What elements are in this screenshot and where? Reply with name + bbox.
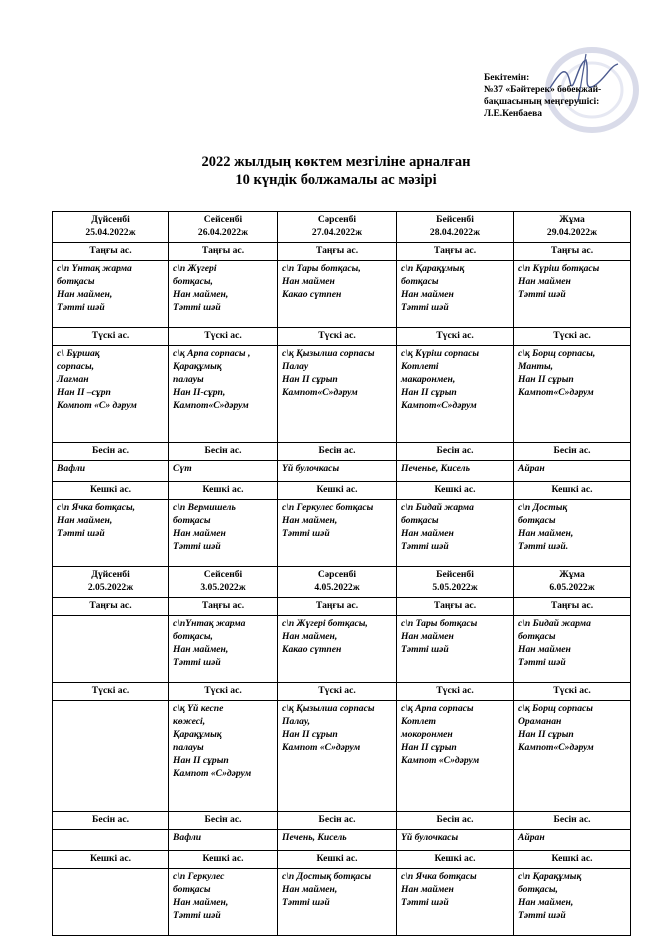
dish-line: Кампот«С»дәрум — [518, 387, 594, 398]
dish-line: Нан маймен, — [518, 897, 574, 908]
dish-cell — [278, 869, 397, 936]
day-header — [169, 212, 278, 243]
meal-label: Түскі ас. — [278, 328, 397, 346]
day-name: Сәрсенбі — [317, 214, 357, 225]
day-name: Дүйсенбі — [91, 569, 130, 580]
dish-cell — [278, 616, 397, 683]
dish-line: Кампот«С»дәрум — [518, 742, 594, 753]
day-name: Сейсенбі — [203, 214, 243, 225]
meal-label-row — [53, 851, 631, 869]
dish-line: Нан маймен, — [282, 515, 338, 526]
dish-line: с\қ Күріш сорпасы — [401, 348, 480, 359]
meal-label: Таңғы ас. — [169, 598, 278, 616]
approval-block — [484, 72, 664, 120]
dish-line: ботқасы, — [173, 631, 213, 642]
day-name: Жұма — [559, 214, 585, 225]
meal-label: Бесін ас. — [397, 812, 514, 830]
meal-label: Кешкі ас. — [397, 482, 514, 500]
meal-label: Кешкі ас. — [514, 851, 631, 869]
dish-line: Кампот «С»дәрум — [401, 755, 480, 766]
dish-line: Тәтті шәй — [401, 644, 449, 655]
day-header — [169, 567, 278, 598]
dish-line: Нан маймен, — [57, 515, 113, 526]
dish-line: Айран — [518, 463, 545, 474]
dish-cell — [53, 461, 169, 482]
day-header — [397, 212, 514, 243]
meal-label: Кешкі ас. — [169, 851, 278, 869]
dish-line: макаронмен, — [401, 374, 456, 385]
dish-line: Нан маймен — [401, 289, 454, 300]
dish-cell — [397, 346, 514, 443]
dish-line: с\қ Арпа сорпасы , — [173, 348, 251, 359]
meal-label: Түскі ас. — [53, 328, 169, 346]
dish-line: Нан маймен — [401, 884, 454, 895]
dish-line: Қарақұмық — [173, 729, 222, 740]
meal-label: Түскі ас. — [53, 683, 169, 701]
dish-line: Нан ІІ сұрып — [518, 374, 574, 385]
dish-cell — [53, 346, 169, 443]
day-header — [278, 212, 397, 243]
dish-cell — [397, 261, 514, 328]
meal-label: Кешкі ас. — [53, 851, 169, 869]
dish-line: с\п Достық ботқасы — [282, 871, 372, 882]
dish-line: ботқасы, — [173, 276, 213, 287]
day-date: 5.05.2022ж — [432, 582, 478, 593]
dish-line: Какао сүтпен — [282, 289, 342, 300]
meal-label: Кешкі ас. — [397, 851, 514, 869]
meal-label: Түскі ас. — [514, 328, 631, 346]
meal-label: Таңғы ас. — [53, 598, 169, 616]
dish-line: ботқасы — [173, 884, 211, 895]
dish-cell — [53, 500, 169, 567]
dish-line: с\қ Борщ сорпасы — [518, 703, 593, 714]
dish-line: Палау — [282, 361, 309, 372]
day-date: 3.05.2022ж — [200, 582, 246, 593]
day-date: 4.05.2022ж — [314, 582, 360, 593]
approval-line: №37 «Бәйтерек» бөбекжай- — [484, 85, 602, 95]
dish-row — [53, 701, 631, 812]
meal-label: Кешкі ас. — [53, 482, 169, 500]
dish-line: с\п Бидай жарма — [518, 618, 591, 629]
dish-line: Тәтті шәй — [518, 657, 566, 668]
dish-row — [53, 461, 631, 482]
meal-label: Бесін ас. — [169, 443, 278, 461]
meal-label-row — [53, 328, 631, 346]
title-line-1: 2022 жылдың көктем мезгіліне арналған — [201, 154, 471, 170]
meal-label: Түскі ас. — [278, 683, 397, 701]
dish-line: Кампот «С»дәрум — [282, 742, 361, 753]
dish-line: Тәтті шәй — [173, 302, 221, 313]
dish-cell — [169, 346, 278, 443]
dish-cell — [514, 346, 631, 443]
dish-line: палауы — [173, 374, 204, 385]
dish-line: Какао сүтпен — [282, 644, 342, 655]
meal-label: Кешкі ас. — [278, 482, 397, 500]
dish-line: Нан маймен, — [173, 897, 229, 908]
day-date: 29.04.2022ж — [546, 227, 598, 238]
dish-cell — [169, 500, 278, 567]
dish-line: Сүт — [173, 463, 192, 474]
dish-line: Нан маймен — [518, 276, 571, 287]
dish-line: Компот «С» дәрум — [57, 400, 137, 411]
dish-line: Тәтті шәй — [57, 302, 105, 313]
meal-label: Кешкі ас. — [278, 851, 397, 869]
dish-line: Нан маймен, — [518, 528, 574, 539]
day-header-row — [53, 212, 631, 243]
day-header — [53, 567, 169, 598]
dish-line: Тәтті шәй — [173, 657, 221, 668]
dish-line: Тәтті шәй — [282, 897, 330, 908]
dish-row — [53, 616, 631, 683]
dish-line: с\п Қарақұмық — [401, 263, 465, 274]
dish-line: Нан маймен, — [282, 631, 338, 642]
dish-line: ботқасы, — [518, 884, 558, 895]
dish-cell — [53, 701, 169, 812]
dish-line: ботқасы — [401, 515, 439, 526]
day-name: Сәрсенбі — [317, 569, 357, 580]
dish-line: Кампот«С»дәрум — [173, 400, 249, 411]
dish-cell — [169, 869, 278, 936]
dish-line: Тәтті шәй — [518, 289, 566, 300]
day-name: Бейсенбі — [436, 569, 474, 580]
dish-cell — [278, 346, 397, 443]
dish-line: с\қ Үй кеспе — [173, 703, 224, 714]
dish-line: с\п Достық — [518, 502, 568, 513]
meal-label: Түскі ас. — [169, 328, 278, 346]
day-name: Бейсенбі — [436, 214, 474, 225]
dish-line: с\п Геркулес ботқасы — [282, 502, 374, 513]
dish-line: ботқасы — [518, 515, 556, 526]
dish-line: Нан ІІ сұрып — [401, 387, 457, 398]
dish-line: Тәтті шәй — [518, 910, 566, 921]
meal-label: Таңғы ас. — [169, 243, 278, 261]
dish-line: Тәтті шәй — [401, 302, 449, 313]
dish-line: Котлет — [401, 716, 436, 727]
dish-cell — [514, 830, 631, 851]
dish-cell — [514, 701, 631, 812]
dish-line: Печенье, Кисель — [401, 463, 470, 474]
dish-cell — [278, 500, 397, 567]
dish-line: Печень, Кисель — [282, 832, 347, 843]
day-header-row — [53, 567, 631, 598]
dish-line: с\п Күріш ботқасы — [518, 263, 600, 274]
dish-line: Нан маймен — [518, 644, 571, 655]
dish-line: Нан ІІ –сұрп — [57, 387, 111, 398]
meal-label: Таңғы ас. — [53, 243, 169, 261]
dish-cell — [397, 830, 514, 851]
dish-line: Нан маймен — [282, 276, 335, 287]
day-date: 26.04.2022ж — [197, 227, 249, 238]
dish-line: Нан маймен, — [57, 289, 113, 300]
dish-cell — [278, 261, 397, 328]
meal-label: Бесін ас. — [278, 812, 397, 830]
dish-line: Кампот«С»дәрум — [401, 400, 477, 411]
day-name: Сейсенбі — [203, 569, 243, 580]
approval-name: Л.Е.Кенбаева — [484, 109, 542, 119]
dish-line: Ораманан — [518, 716, 562, 727]
dish-line: с\қ Арпа сорпасы — [401, 703, 474, 714]
dish-line: с\п Тары ботқасы — [401, 618, 478, 629]
dish-line: Нан маймен — [401, 631, 454, 642]
day-header — [514, 212, 631, 243]
dish-row — [53, 500, 631, 567]
dish-cell — [53, 830, 169, 851]
dish-line: с\п Вермишель — [173, 502, 236, 513]
meal-label: Таңғы ас. — [397, 598, 514, 616]
meal-label-row — [53, 812, 631, 830]
dish-line: с\қ Борщ сорпасы, — [518, 348, 596, 359]
dish-line: Тәтті шәй — [401, 541, 449, 552]
dish-line: Нан ІІ сұрып — [282, 729, 338, 740]
dish-line: Нан маймен — [401, 528, 454, 539]
dish-line: Котлеті — [401, 361, 439, 372]
meal-label: Түскі ас. — [514, 683, 631, 701]
dish-line: с\пҮнтақ жарма — [173, 618, 246, 629]
dish-cell — [514, 461, 631, 482]
dish-line: Тәтті шәй — [282, 528, 330, 539]
dish-cell — [397, 461, 514, 482]
dish-line: Вафли — [57, 463, 86, 474]
dish-cell — [514, 616, 631, 683]
dish-cell — [397, 616, 514, 683]
dish-line: Нан ІІ сұрып — [282, 374, 338, 385]
meal-label: Таңғы ас. — [278, 243, 397, 261]
meal-label: Таңғы ас. — [514, 598, 631, 616]
dish-cell — [169, 830, 278, 851]
meal-label-row — [53, 598, 631, 616]
approval-label: Бекітемін: — [484, 73, 530, 83]
day-header — [278, 567, 397, 598]
meal-label: Кешкі ас. — [514, 482, 631, 500]
dish-line: с\п Тары ботқасы, — [282, 263, 361, 274]
day-name: Дүйсенбі — [91, 214, 130, 225]
dish-line: ботқасы — [57, 276, 95, 287]
dish-line: Нан маймен, — [173, 289, 229, 300]
dish-line: с\ Бұршақ — [57, 348, 100, 359]
dish-cell — [169, 616, 278, 683]
day-header — [53, 212, 169, 243]
meal-label-row — [53, 443, 631, 461]
day-date: 25.04.2022ж — [85, 227, 136, 238]
dish-cell — [397, 869, 514, 936]
dish-line: с\қ Қызылша сорпасы — [282, 348, 375, 359]
meal-label: Бесін ас. — [53, 812, 169, 830]
meal-label: Түскі ас. — [169, 683, 278, 701]
dish-line: Вафли — [173, 832, 202, 843]
dish-row — [53, 261, 631, 328]
dish-line: Нан ІІ сұрып — [401, 742, 457, 753]
dish-row — [53, 830, 631, 851]
dish-line: с\п Ячка ботқасы, — [57, 502, 136, 513]
meal-label: Кешкі ас. — [169, 482, 278, 500]
day-date: 28.04.2022ж — [429, 227, 481, 238]
meal-label: Таңғы ас. — [278, 598, 397, 616]
dish-line: с\п Қарақұмық — [518, 871, 582, 882]
meal-label: Бесін ас. — [169, 812, 278, 830]
dish-line: ботқасы — [173, 515, 211, 526]
dish-line: Қарақұмық — [173, 361, 222, 372]
dish-cell — [278, 461, 397, 482]
dish-line: Айран — [518, 832, 545, 843]
meal-label: Бесін ас. — [514, 443, 631, 461]
day-date: 6.05.2022ж — [549, 582, 595, 593]
dish-line: Үй булочкасы — [282, 463, 340, 474]
dish-line: с\п Геркулес — [173, 871, 225, 882]
dish-line: Кампот «С»дәрум — [173, 768, 252, 779]
dish-line: Тәтті шәй — [173, 541, 221, 552]
dish-line: палауы — [173, 742, 204, 753]
dish-cell — [53, 869, 169, 936]
meal-label: Таңғы ас. — [397, 243, 514, 261]
dish-cell — [278, 830, 397, 851]
meal-label: Түскі ас. — [397, 328, 514, 346]
dish-cell — [397, 701, 514, 812]
approval-line: бақшасының меңгерушісі: — [484, 97, 600, 107]
dish-cell — [53, 261, 169, 328]
title-line-2: 10 күндік болжамалы ас мәзірі — [235, 172, 437, 188]
dish-line: Манты, — [518, 361, 554, 372]
day-date: 27.04.2022ж — [311, 227, 363, 238]
dish-line: с\п Жүгері — [173, 263, 217, 274]
dish-cell — [397, 500, 514, 567]
dish-line: Палау, — [282, 716, 311, 727]
day-header — [397, 567, 514, 598]
meal-label: Бесін ас. — [397, 443, 514, 461]
dish-line: мокоронмен — [401, 729, 453, 740]
dish-line: Тәтті шәй — [57, 528, 105, 539]
dish-cell — [169, 701, 278, 812]
dish-line: Тәтті шәй — [401, 897, 449, 908]
meal-label: Бесін ас. — [53, 443, 169, 461]
dish-line: с\қ Қызылша сорпасы — [282, 703, 375, 714]
dish-cell — [53, 616, 169, 683]
dish-line: Нан ІІ сұрып — [173, 755, 229, 766]
dish-cell — [278, 701, 397, 812]
day-name: Жұма — [559, 569, 585, 580]
dish-line: Үй булочкасы — [401, 832, 459, 843]
dish-cell — [514, 869, 631, 936]
meal-label: Түскі ас. — [397, 683, 514, 701]
dish-row — [53, 869, 631, 936]
dish-line: с\п Үнтақ жарма — [57, 263, 132, 274]
dish-line: Тәтті шәй — [173, 910, 221, 921]
dish-line: Нан маймен, — [282, 884, 338, 895]
day-date: 2.05.2022ж — [87, 582, 134, 593]
dish-line: ботқасы — [401, 276, 439, 287]
dish-line: Нан ІІ сұрып — [518, 729, 574, 740]
dish-line: Нан маймен — [173, 528, 226, 539]
menu-table — [52, 211, 631, 936]
dish-line: сорпасы, — [57, 361, 95, 372]
day-header — [514, 567, 631, 598]
page-title — [0, 153, 672, 189]
dish-row — [53, 346, 631, 443]
dish-line: Нан маймен, — [173, 644, 229, 655]
meal-label: Бесін ас. — [278, 443, 397, 461]
meal-label-row — [53, 243, 631, 261]
dish-cell — [514, 261, 631, 328]
dish-line: көжесі, — [173, 716, 206, 727]
meal-label: Бесін ас. — [514, 812, 631, 830]
meal-label: Таңғы ас. — [514, 243, 631, 261]
dish-line: Кампот«С»дәрум — [282, 387, 358, 398]
meal-label-row — [53, 683, 631, 701]
dish-line: с\п Жүгері ботқасы, — [282, 618, 368, 629]
dish-line: с\п Ячка ботқасы — [401, 871, 477, 882]
dish-line: ботқасы — [518, 631, 556, 642]
dish-line: Нан ІІ-сұрп, — [173, 387, 226, 398]
dish-cell — [169, 461, 278, 482]
dish-line: с\п Бидай жарма — [401, 502, 474, 513]
dish-cell — [514, 500, 631, 567]
dish-cell — [169, 261, 278, 328]
dish-line: Лағман — [57, 374, 89, 385]
meal-label-row — [53, 482, 631, 500]
dish-line: Тәтті шәй. — [518, 541, 569, 552]
